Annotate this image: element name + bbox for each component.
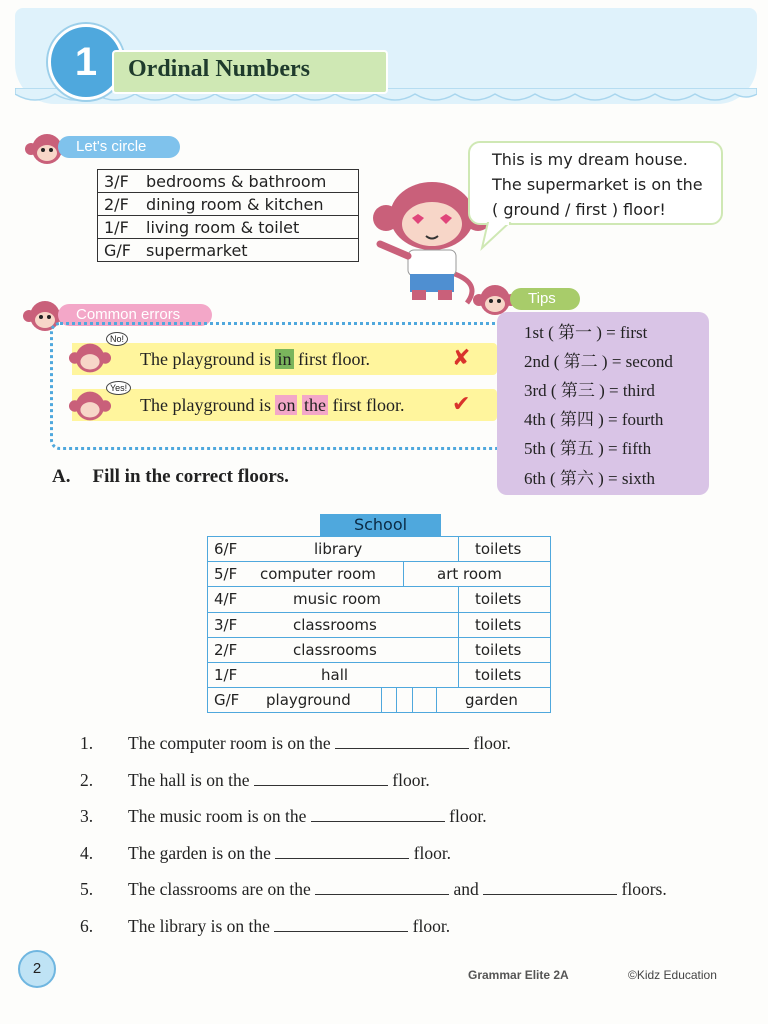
question-6 [80,916,450,937]
table-row [208,688,550,712]
room-cell: computer room [260,565,376,584]
tip-item: 6th ( 第六 ) = sixth [524,469,655,488]
bubble-tail [480,222,520,252]
lets-circle-table [97,169,359,262]
floor-cell: 5/F [214,565,238,584]
wrong-word: in [277,349,292,369]
speech-bubble [468,141,723,225]
floor-cell: 3/F [98,170,141,193]
room-cell: dining room & kitchen [140,193,359,216]
room-cell: classrooms [293,615,377,634]
room-cell: toilets [475,615,522,634]
sad-monkey-icon [68,340,112,376]
question-text: The music room is on the [128,806,307,826]
table-row [208,537,550,562]
question-text: The garden is on the [128,843,271,863]
school-floor-table [207,536,551,713]
question-text: floor. [392,770,430,790]
question-number: 1. [80,733,94,753]
question-5 [80,879,667,900]
floor-cell: 3/F [214,615,238,634]
room-cell: playground [266,691,351,710]
happy-monkey-icon [68,388,112,424]
no-badge: No! [106,332,128,346]
room-cell: toilets [475,640,522,659]
floor-cell: 1/F [214,665,238,684]
wrong-sentence [140,343,370,375]
sentence-text: The playground is [140,395,276,415]
answer-blank[interactable] [483,880,617,895]
tip-item: 3rd ( 第三 ) = third [524,381,655,400]
right-word: the [303,395,326,415]
question-2 [80,770,430,791]
room-cell: toilets [475,590,522,609]
question-text: The computer room is on the [128,733,331,753]
room-cell: bedrooms & bathroom [140,170,359,193]
room-cell: art room [437,565,502,584]
table-row [208,638,550,663]
room-cell: toilets [475,540,522,558]
right-word: on [277,395,296,415]
page-number: 2 [18,950,56,988]
room-cell: classrooms [293,640,377,659]
question-number: 3. [80,806,94,826]
answer-blank[interactable] [311,807,445,822]
room-cell: garden [465,691,518,710]
question-text: floor. [449,806,487,826]
publisher: ©Kidz Education [628,968,717,982]
question-text: floor. [473,733,511,753]
tip-item: 1st ( 第一 ) = first [524,323,648,342]
bubble-line: The supermarket is on the [492,175,703,194]
check-icon: ✔ [452,392,471,417]
title-box [112,50,388,94]
school-title: School [320,514,441,536]
sentence-text: first floor. [327,395,405,415]
tip-item: 2nd ( 第二 ) = second [524,352,673,371]
question-1 [80,733,511,754]
tip-item: 5th ( 第五 ) = fifth [524,439,652,458]
question-text: floors. [621,879,667,899]
page-title: Ordinal Numbers [128,56,311,82]
floor-cell: G/F [214,691,240,710]
tips-label: Tips [510,288,580,310]
floor-cell: 2/F [98,193,141,216]
floor-cell: G/F [98,239,141,262]
lets-circle-label: Let's circle [58,136,180,158]
table-row [208,562,550,587]
room-cell: toilets [475,665,522,684]
room-cell: supermarket [140,239,359,262]
floor-cell: 6/F [214,540,238,558]
sentence-text: The playground is [140,349,276,369]
bubble-line[interactable]: ( ground / first ) floor! [492,200,666,219]
book-title: Grammar Elite 2A [468,968,569,982]
bubble-line: This is my dream house. [492,150,688,169]
cross-icon: ✘ [452,346,471,371]
table-row [98,193,359,216]
table-row [208,663,550,688]
question-4 [80,843,451,864]
question-number: 4. [80,843,94,863]
room-cell: music room [293,590,381,609]
answer-blank[interactable] [275,844,409,859]
floor-cell: 4/F [214,590,238,609]
section-instruction: Fill in the correct floors. [92,466,289,487]
question-3 [80,806,487,827]
answer-blank[interactable] [254,771,388,786]
question-number: 6. [80,916,94,936]
question-text: floor. [413,843,452,863]
table-row [98,170,359,193]
room-cell: living room & toilet [140,216,359,239]
floor-cell: 2/F [214,640,238,659]
right-sentence [140,389,404,421]
table-row [98,239,359,262]
room-cell: library [314,540,363,558]
table-row [208,587,550,612]
room-cell: hall [321,665,349,684]
question-number: 5. [80,879,94,899]
answer-blank[interactable] [315,880,449,895]
common-errors-label: Common errors [58,304,212,326]
question-text: The library is on the [128,916,270,936]
yes-badge: Yes! [106,381,131,395]
question-text: floor. [412,916,451,936]
tip-item: 4th ( 第四 ) = fourth [524,410,664,429]
table-row [98,216,359,239]
answer-blank[interactable] [335,734,469,749]
section-letter: A. [52,466,71,487]
unit-number: 1 [74,40,98,84]
section-a-heading [52,466,289,488]
floor-cell: 1/F [98,216,141,239]
question-text: The hall is on the [128,770,250,790]
question-text: The classrooms are on the [128,879,311,899]
sentence-text: first floor. [293,349,370,369]
answer-blank[interactable] [274,917,408,932]
question-text: and [453,879,479,899]
table-row [208,613,550,638]
question-number: 2. [80,770,94,790]
